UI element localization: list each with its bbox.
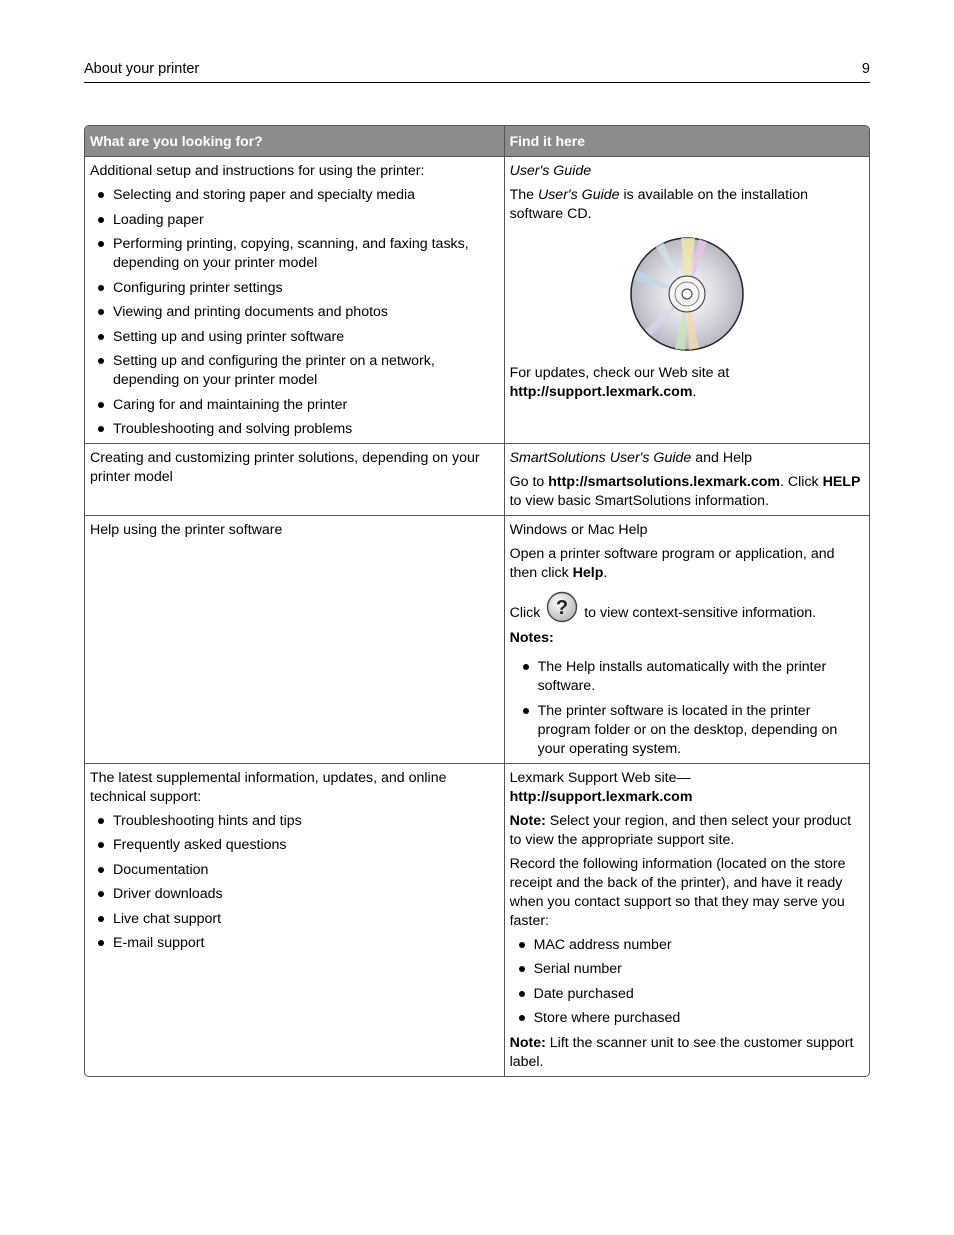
table-row [85, 443, 869, 515]
help-click-text [510, 591, 864, 623]
list-item: Setting up and configuring the printer on a network, depending on your printer model [90, 352, 499, 390]
list-item: Setting up and using printer software [90, 328, 499, 347]
desc-part: is available on the installation software CD. [509, 187, 809, 222]
notes-label [510, 629, 864, 648]
row3-right-cell [505, 515, 869, 763]
users-guide-desc [510, 186, 864, 224]
click-label: Click [509, 605, 541, 621]
note-text: Select your region, and then select your product to view the appropriate support site. [509, 812, 852, 848]
list-item: Loading paper [90, 211, 499, 230]
list-item: The printer software is located in the printer program folder or on the desktop, depending on your operating system. [510, 702, 864, 759]
list-item: Store where purchased [510, 1009, 864, 1028]
smartsolutions-link[interactable]: http://smartsolutions.lexmark.com [548, 474, 781, 490]
record-list [510, 936, 864, 1029]
list-item: E-mail support [90, 934, 499, 953]
notes-heading: Notes: [509, 630, 554, 646]
help-keyword: Help [572, 565, 604, 581]
page-header-title: About your printer [84, 61, 200, 77]
support-note1 [510, 812, 864, 850]
notes-list [510, 658, 864, 759]
list-item: Configuring printer settings [90, 279, 499, 298]
row1-list [90, 186, 499, 439]
svg-text:?: ? [556, 597, 569, 619]
list-item: Documentation [90, 861, 499, 880]
updates-text [510, 364, 864, 402]
help-open-label: Open a printer software program or application, and then click [509, 546, 835, 581]
help-question-icon [546, 591, 578, 623]
list-item: Frequently asked questions [90, 836, 499, 855]
updates-period: . [692, 384, 697, 400]
cd-icon [629, 236, 745, 352]
table-header-row [85, 126, 869, 156]
page-number: 9 [861, 61, 870, 77]
list-item: Serial number [510, 960, 864, 979]
list-item: Troubleshooting hints and tips [90, 812, 499, 831]
table-row [85, 156, 869, 443]
list-item: MAC address number [510, 936, 864, 955]
list-item: Performing printing, copying, scanning, and faxing tasks, depending on your printer model [90, 235, 499, 273]
support-site-label: Lexmark Support Web site— [509, 769, 691, 786]
support-site-title [510, 769, 864, 807]
table-row [85, 763, 869, 1076]
desc-emphasis: User's Guide [537, 187, 620, 203]
smartsolutions-title [510, 449, 864, 468]
row1-right-cell [505, 156, 869, 443]
row2-left-cell [85, 443, 505, 515]
row1-intro: Additional setup and instructions for using the printer: [90, 163, 425, 179]
note-label: Note: [509, 812, 546, 829]
row2-right-cell [505, 443, 869, 515]
desc-part: The [509, 187, 538, 203]
support-link[interactable]: http://support.lexmark.com [509, 788, 693, 805]
list-item: Caring for and maintaining the printer [90, 396, 499, 415]
row4-list [90, 812, 499, 954]
list-item: Viewing and printing documents and photos [90, 303, 499, 322]
list-item: Troubleshooting and solving problems [90, 420, 499, 439]
row3-text: Help using the printer software [90, 522, 283, 538]
page-header [84, 60, 870, 83]
users-guide-title-text: User's Guide [509, 163, 592, 179]
list-item: Driver downloads [90, 885, 499, 904]
record-info-text: Record the following information (located on the store receipt and the back of the printer), and have it ready when you contact support so that they may serve you faster: [509, 855, 846, 929]
smartsolutions-title-em: SmartSolutions User's Guide [509, 450, 692, 466]
list-item: Date purchased [510, 985, 864, 1004]
click-label: . Click [780, 474, 823, 490]
smartsolutions-rest: to view basic SmartSolutions information. [509, 493, 770, 509]
smartsolutions-desc [510, 473, 864, 511]
header-find-it-here: Find it here [505, 126, 869, 156]
support-note2 [510, 1034, 864, 1072]
help-title: Windows or Mac Help [509, 522, 648, 538]
note-label: Note: [509, 1034, 546, 1051]
updates-label: For updates, check our Web site at [509, 365, 730, 381]
goto-label: Go to [509, 474, 549, 490]
click-rest: to view context-sensitive information. [584, 605, 817, 621]
info-table [84, 125, 870, 1077]
table-row [85, 515, 869, 763]
header-looking-for: What are you looking for? [85, 126, 505, 156]
support-link[interactable]: http://support.lexmark.com [509, 384, 693, 400]
smartsolutions-title-rest: and Help [691, 450, 753, 466]
row2-text: Creating and customizing printer solutions, depending on your printer model [90, 450, 480, 485]
note-text: Lift the scanner unit to see the customer support label. [509, 1034, 854, 1070]
row4-right-cell [505, 763, 869, 1076]
list-item: Selecting and storing paper and specialty media [90, 186, 499, 205]
help-open-text [510, 545, 864, 583]
list-item: The Help installs automatically with the printer software. [510, 658, 864, 696]
list-item: Live chat support [90, 910, 499, 929]
row4-intro: The latest supplemental information, updates, and online technical support: [90, 769, 447, 805]
help-period: . [603, 565, 608, 581]
row4-left-cell [85, 763, 505, 1076]
users-guide-title [510, 162, 864, 181]
row3-left-cell [85, 515, 505, 763]
row1-left-cell [85, 156, 505, 443]
help-keyword: HELP [822, 474, 861, 490]
